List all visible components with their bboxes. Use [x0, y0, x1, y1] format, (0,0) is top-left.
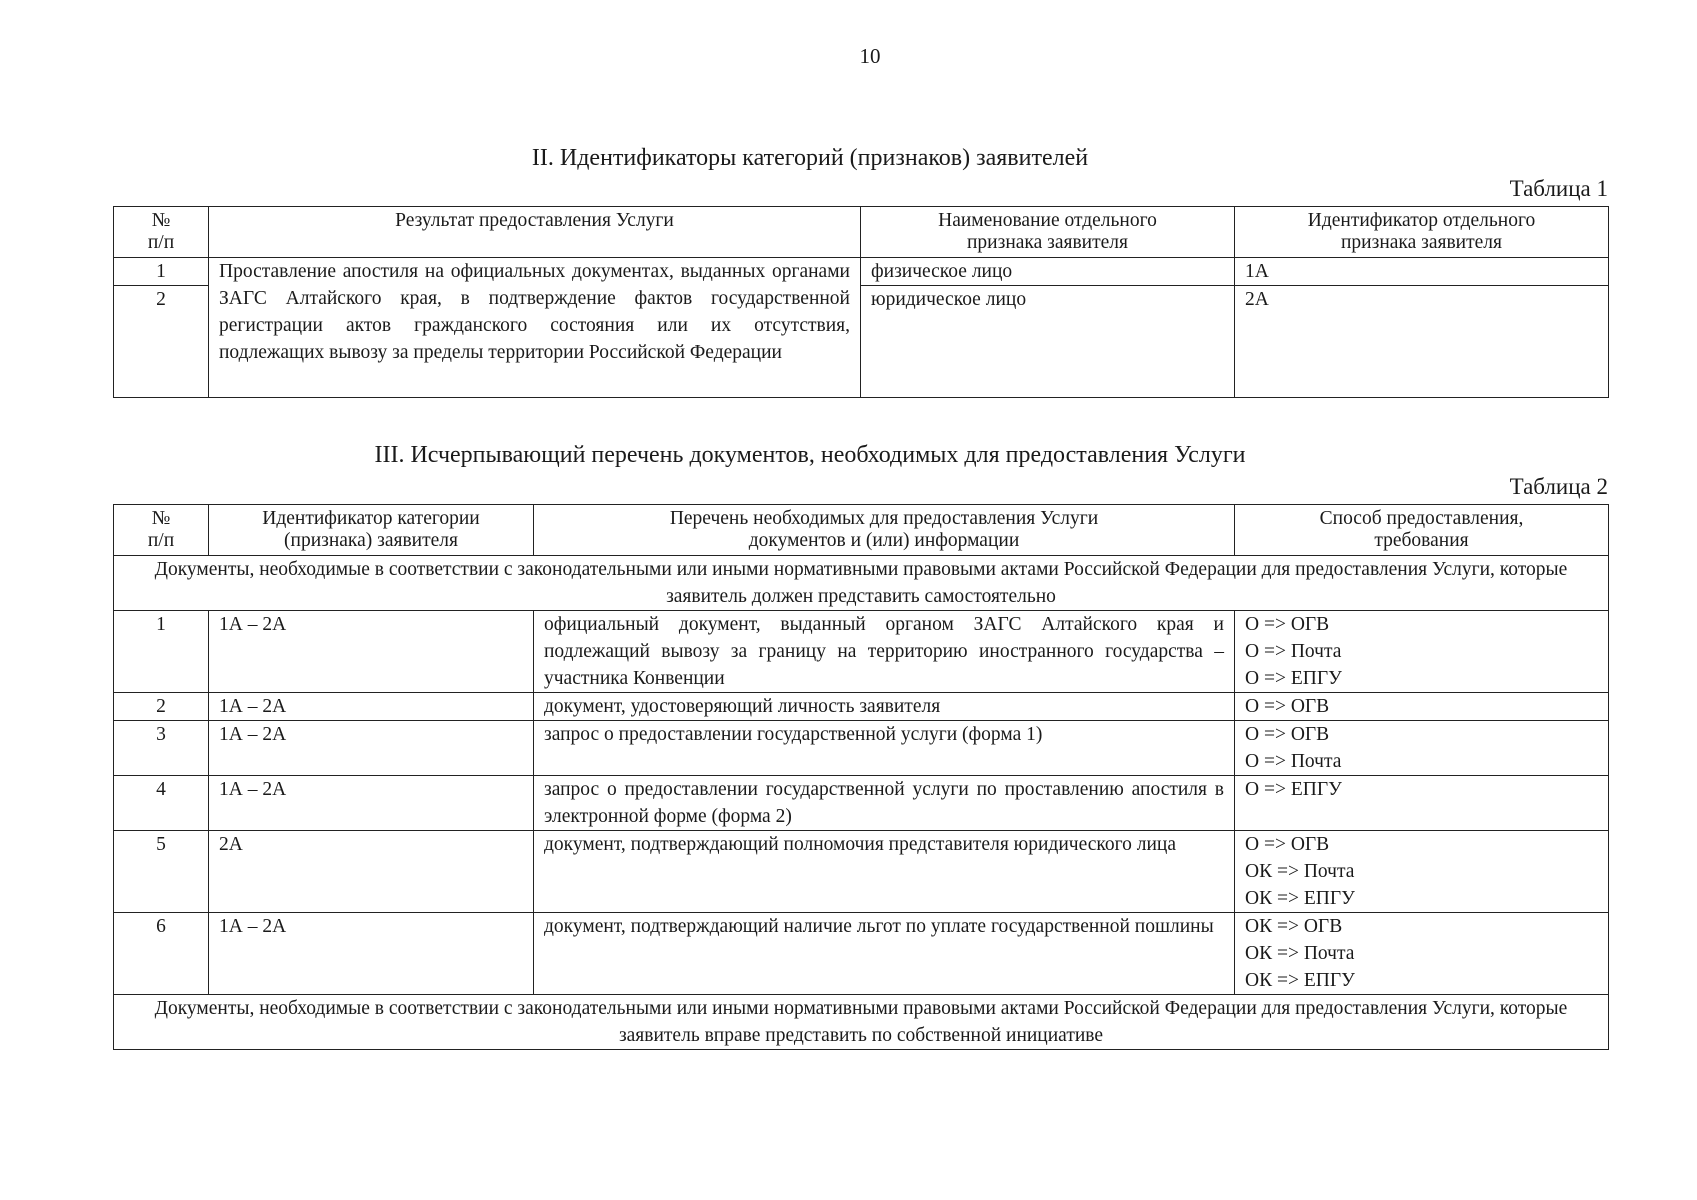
document-text: официальный документ, выданный органом ЗАГС Алтайского края и подлежащий вывозу за границу на территорию иностранного государства – участника Конвенции	[534, 611, 1235, 693]
method-line: О => ЕПГУ	[1245, 779, 1342, 800]
feature-name: юридическое лицо	[861, 286, 1235, 398]
header-documents: Перечень необходимых для предоставления Услуги документов и (или) информации	[534, 505, 1235, 556]
category-id: 1А – 2А	[209, 611, 534, 693]
method-line: О => ОГВ	[1245, 724, 1330, 745]
section-2-title: II. Идентификаторы категорий (признаков) заявителей	[531, 145, 1089, 171]
row-num: 6	[114, 913, 209, 995]
category-id: 1А – 2А	[209, 721, 534, 776]
section-3-title: III. Исчерпывающий перечень документов, необходимых для предоставления Услуги	[374, 442, 1246, 468]
document-text: документ, подтверждающий полномочия представителя юридического лица	[534, 831, 1235, 913]
document-text: документ, подтверждающий наличие льгот по уплате государственной пошлины	[534, 913, 1235, 995]
method-line: ОК => ЕПГУ	[1245, 888, 1355, 909]
row-num: 2	[114, 693, 209, 721]
method-line: ОК => Почта	[1245, 861, 1355, 882]
method-line: О => Почта	[1245, 641, 1342, 662]
table-1-label: Таблица 1	[1509, 176, 1608, 201]
table-1	[113, 206, 1609, 398]
category-id: 2А	[209, 831, 534, 913]
header-feature-name: Наименование отдельного признака заявителя	[861, 207, 1235, 258]
table-row	[114, 611, 1609, 693]
method-line: ОК => ОГВ	[1245, 916, 1343, 937]
group-optional: Документы, необходимые в соответствии с законодательными или иными нормативными правовыми актами Российской Федерации для предоставления Услуги, которые заявитель вправе представить по собственной инициативе	[114, 995, 1609, 1050]
method-cell	[1235, 721, 1609, 776]
table-row	[114, 776, 1609, 831]
header-method: Способ предоставления, требования	[1235, 505, 1609, 556]
header-num: № п/п	[114, 505, 209, 556]
method-cell	[1235, 776, 1609, 831]
feature-id: 2А	[1235, 286, 1609, 398]
method-line: ОК => Почта	[1245, 943, 1355, 964]
method-line: ОК => ЕПГУ	[1245, 970, 1355, 991]
header-category-id: Идентификатор категории (признака) заявителя	[209, 505, 534, 556]
document-text: запрос о предоставлении государственной услуги (форма 1)	[534, 721, 1235, 776]
method-line: О => ЕПГУ	[1245, 668, 1342, 689]
table-row	[114, 693, 1609, 721]
table-1-header-row	[114, 207, 1609, 258]
category-id: 1А – 2А	[209, 913, 534, 995]
document-text: документ, удостоверяющий личность заявителя	[534, 693, 1235, 721]
table-2	[113, 504, 1609, 1050]
table-row	[114, 721, 1609, 776]
method-cell	[1235, 611, 1609, 693]
method-line: О => ОГВ	[1245, 696, 1330, 717]
method-line: О => Почта	[1245, 751, 1342, 772]
feature-name: физическое лицо	[861, 258, 1235, 286]
table-row	[114, 831, 1609, 913]
table-row	[114, 913, 1609, 995]
document-text: запрос о предоставлении государственной услуги по проставлению апостиля в электронной форме (форма 2)	[534, 776, 1235, 831]
method-line: О => ОГВ	[1245, 834, 1330, 855]
category-id: 1А – 2А	[209, 693, 534, 721]
group-mandatory: Документы, необходимые в соответствии с законодательными или иными нормативными правовыми актами Российской Федерации для предоставления Услуги, которые заявитель должен представить самостоятельно	[114, 556, 1609, 611]
header-feature-id: Идентификатор отдельного признака заявителя	[1235, 207, 1609, 258]
row-num: 2	[114, 286, 209, 398]
method-line: О => ОГВ	[1245, 614, 1330, 635]
row-num: 5	[114, 831, 209, 913]
feature-id: 1А	[1235, 258, 1609, 286]
header-num: № п/п	[114, 207, 209, 258]
header-result: Результат предоставления Услуги	[209, 207, 861, 258]
row-num: 1	[114, 258, 209, 286]
table-row	[114, 258, 1609, 286]
group-row	[114, 556, 1609, 611]
method-cell	[1235, 693, 1609, 721]
category-id: 1А – 2А	[209, 776, 534, 831]
method-cell	[1235, 831, 1609, 913]
row-num: 3	[114, 721, 209, 776]
table-2-label: Таблица 2	[1509, 474, 1608, 499]
result-text: Проставление апостиля на официальных документах, выданных органами ЗАГС Алтайского края, в подтверждение фактов государственной регистрации актов гражданского состояния или их отсутствия, подлежащих вывозу за пределы территории Российской Федерации	[209, 258, 861, 398]
row-num: 4	[114, 776, 209, 831]
page-number: 10	[859, 44, 881, 68]
group-row	[114, 995, 1609, 1050]
method-cell	[1235, 913, 1609, 995]
row-num: 1	[114, 611, 209, 693]
table-2-header-row	[114, 505, 1609, 556]
